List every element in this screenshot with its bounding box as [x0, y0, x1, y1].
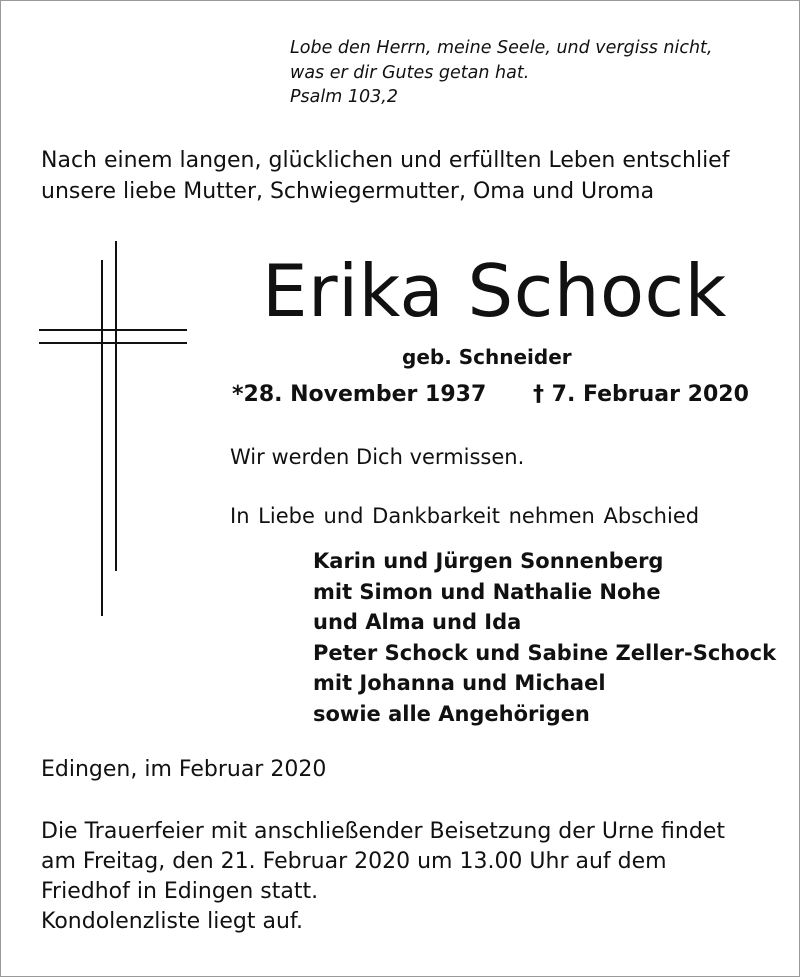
verse-line: was er dir Gutes getan hat.: [290, 62, 530, 83]
notice-line: am Freitag, den 21. Februar 2020 um 13.00 Uhr auf dem: [41, 849, 667, 874]
farewell-text: In Liebe und Dankbarkeit nehmen Abschied: [230, 504, 700, 528]
intro-line: unsere liebe Mutter, Schwiegermutter, Oma und Uroma: [41, 179, 655, 204]
birth-date: *28. November 1937: [232, 382, 487, 407]
mourner-line: mit Simon und Nathalie Nohe: [313, 579, 661, 604]
bible-verse: [290, 36, 712, 110]
place-date: Edingen, im Februar 2020: [41, 757, 327, 782]
mourner-line: Karin und Jürgen Sonnenberg: [313, 549, 664, 573]
notice-line: Kondolenzliste liegt auf.: [41, 909, 304, 934]
funeral-notice: [41, 817, 725, 937]
notice-line: Die Trauerfeier mit anschließender Beisetzung der Urne findet: [41, 819, 725, 844]
verse-line: Lobe den Herrn, meine Seele, und vergiss nicht,: [290, 38, 713, 58]
mourner-line: mit Johanna und Michael: [313, 671, 606, 695]
deceased-name: Erika Schock: [262, 249, 727, 333]
verse-reference: Psalm 103,2: [290, 87, 398, 107]
maiden-name: geb. Schneider: [402, 345, 572, 369]
mourners-list: [313, 546, 776, 729]
notice-line: Friedhof in Edingen statt.: [41, 879, 319, 904]
intro-line: Nach einem langen, glücklichen und erfüllten Leben entschlief: [41, 148, 730, 173]
cross-horizontal-line: [39, 342, 187, 344]
mourner-line: Peter Schock und Sabine Zeller-Schock: [313, 640, 777, 665]
mourner-line: und Alma und Ida: [313, 610, 522, 634]
mourner-line: sowie alle Angehörigen: [313, 701, 590, 726]
intro-text: [41, 145, 729, 207]
cross-horizontal-line: [39, 329, 187, 331]
cross-vertical-line: [115, 241, 117, 571]
death-date: † 7. Februar 2020: [533, 382, 749, 407]
message-text: Wir werden Dich vermissen.: [230, 445, 525, 469]
cross-vertical-line: [101, 260, 103, 616]
